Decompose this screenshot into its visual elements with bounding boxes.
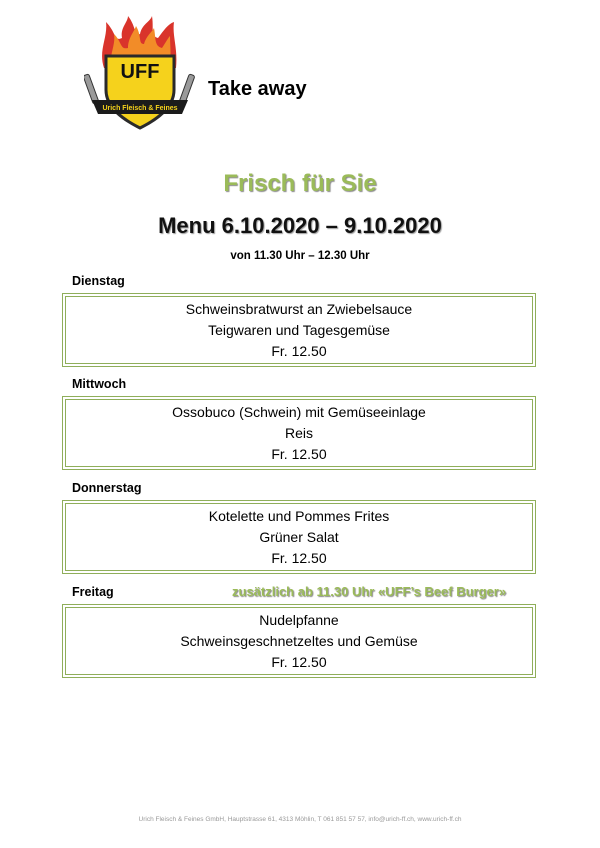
take-away-label: Take away — [208, 78, 307, 100]
menu-price: Fr. 12.50 — [271, 654, 327, 670]
menu-box-dienstag — [62, 293, 536, 367]
menu-line: Nudelpfanne — [259, 612, 339, 628]
menu-price: Fr. 12.50 — [271, 446, 327, 462]
fresh-headline: Frisch für Sie — [223, 170, 377, 197]
menu-line: Reis — [284, 425, 313, 441]
opening-hours: von 11.30 Uhr – 12.30 Uhr — [230, 250, 370, 262]
menu-price: Fr. 12.50 — [271, 343, 327, 359]
day-label-mittwoch: Mittwoch — [72, 377, 127, 391]
logo-banner-text: Urich Fleisch & Feines — [102, 105, 178, 112]
day-label-dienstag: Dienstag — [72, 274, 125, 288]
footer-address: Urich Fleisch & Feines GmbH, Hauptstrasse 61, 4313 Möhlin, T 061 851 57 57, info@urich-ff.ch, www.urich-ff.ch — [138, 816, 462, 823]
menu-line: Teigwaren und Tagesgemüse — [208, 322, 390, 338]
logo-text: UFF — [120, 61, 160, 83]
menu-line: Kotelette und Pommes Frites — [208, 508, 390, 524]
menu-box-donnerstag — [62, 500, 536, 574]
uff-logo — [84, 16, 196, 134]
friday-extra-note: zusätzlich ab 11.30 Uhr «UFF’s Beef Burger» — [232, 584, 507, 599]
day-label-freitag: Freitag — [72, 585, 114, 599]
menu-line: Schweinsgeschnetzeltes und Gemüse — [180, 633, 418, 649]
menu-box-freitag — [62, 604, 536, 678]
menu-box-mittwoch — [62, 396, 536, 470]
menu-title: Menu 6.10.2020 – 9.10.2020 — [158, 213, 442, 238]
menu-line: Grüner Salat — [259, 529, 339, 545]
day-label-donnerstag: Donnerstag — [72, 481, 142, 495]
menu-line: Schweinsbratwurst an Zwiebelsauce — [185, 301, 413, 317]
menu-line: Ossobuco (Schwein) mit Gemüseeinlage — [172, 404, 426, 420]
menu-price: Fr. 12.50 — [271, 550, 327, 566]
